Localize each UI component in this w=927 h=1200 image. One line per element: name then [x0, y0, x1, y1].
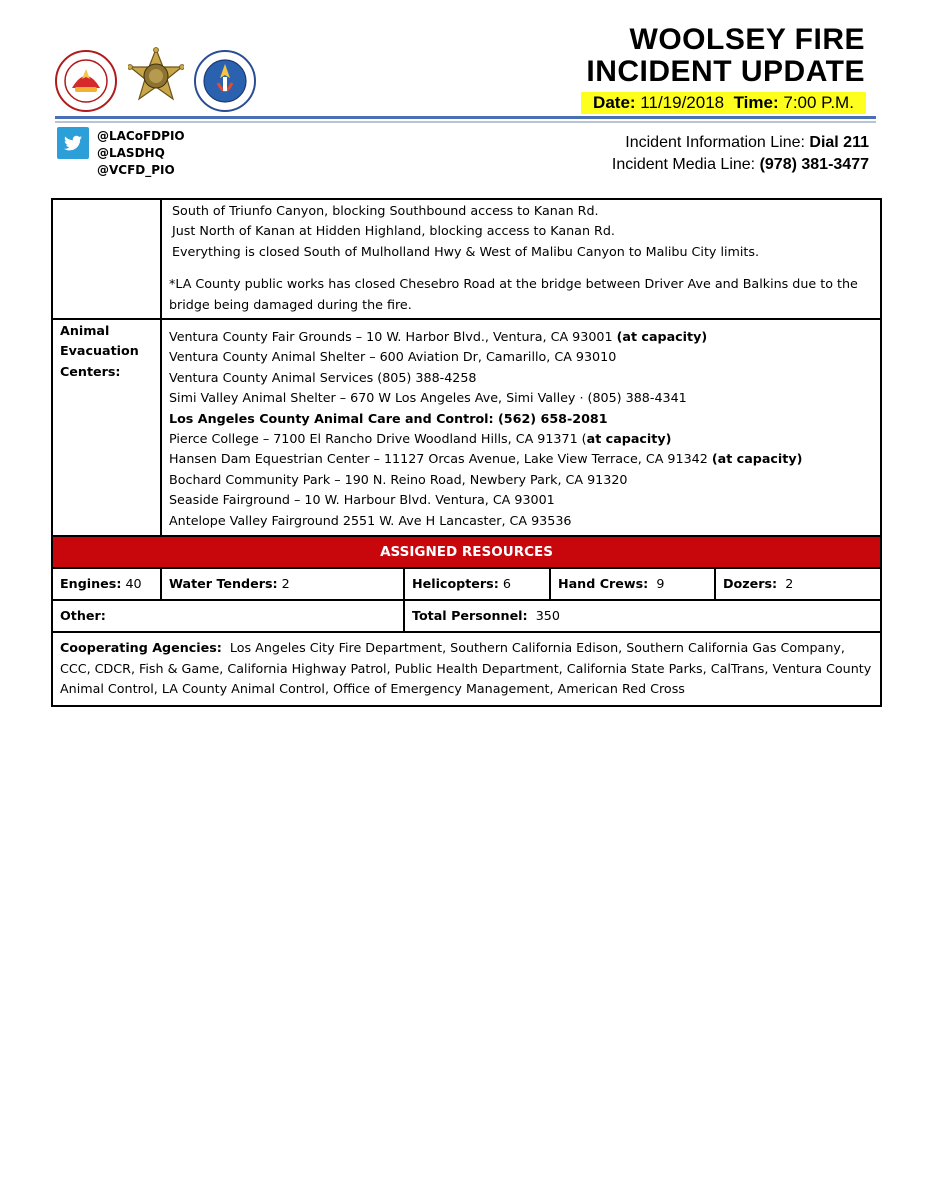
center-text: Pierce College – 7100 El Rancho Drive Woodland Hills, CA 91371 (: [169, 431, 587, 447]
list-item: [169, 429, 874, 449]
center-text: Hansen Dam Equestrian Center – 11127 Orcas Avenue, Lake View Terrace, CA 91342: [169, 451, 712, 467]
helicopters-cell: [404, 568, 550, 600]
dozers-label: Dozers:: [723, 576, 778, 592]
cooperating-row: [52, 632, 881, 706]
social-handles: [97, 128, 185, 179]
list-item: [169, 347, 874, 367]
closure-note: *LA County public works has closed Chesebro Road at the bridge between Driver Ave and Balkins due to the bridge being damaged during the fire.: [169, 276, 858, 312]
list-item: [169, 511, 874, 531]
hand-crews-label: Hand Crews:: [558, 576, 649, 592]
engines-label: Engines:: [60, 576, 122, 592]
center-note: (at capacity): [616, 329, 708, 345]
list-item: [169, 368, 874, 388]
personnel-value: 350: [535, 608, 560, 624]
resources-row: [52, 568, 881, 600]
closure-line: Just North of Kanan at Hidden Highland, blocking access to Kanan Rd.: [172, 223, 615, 239]
center-note: at capacity): [586, 431, 672, 447]
center-text: Bochard Community Park – 190 N. Reino Road, Newbery Park, CA 91320: [169, 471, 628, 487]
water-tenders-cell: [161, 568, 404, 600]
title-line-2: INCIDENT UPDATE: [586, 55, 865, 88]
list-item: [169, 388, 874, 408]
resources-banner: ASSIGNED RESOURCES: [52, 536, 881, 568]
center-text: Ventura County Fair Grounds – 10 W. Harbor Blvd., Ventura, CA 93001: [169, 329, 617, 345]
twitter-icon[interactable]: [57, 127, 89, 159]
resources-banner-row: [52, 536, 881, 568]
contact-lines: [612, 132, 869, 176]
handle-lasd[interactable]: @LASDHQ: [97, 146, 165, 160]
center-text: Ventura County Animal Services (805) 388-4258: [169, 369, 477, 385]
info-line-label: Incident Information Line:: [625, 134, 805, 151]
closure-line: Everything is closed South of Mulholland Hwy & West of Malibu Canyon to Malibu City limits.: [172, 243, 760, 259]
list-item: [169, 470, 874, 490]
info-line-value: Dial 211: [809, 134, 869, 151]
totals-row: [52, 600, 881, 632]
handle-vcfd[interactable]: @VCFD_PIO: [97, 163, 175, 177]
cooperating-value: Los Angeles City Fire Department, Southern California Edison, Southern California Gas Company, CCC, CDCR, Fish & Game, California Highway Patrol, Public Health Department, California State Parks, CalTrans, Ventura County Animal Control, LA County Animal Control, Office of Emergency Management, American Red Cross: [60, 640, 872, 696]
closures-label-cell: [52, 199, 161, 319]
header-divider: [55, 116, 876, 119]
center-text: Simi Valley Animal Shelter – 670 W Los Angeles Ave, Simi Valley · (805) 388-4341: [169, 390, 687, 406]
title-line-1: WOOLSEY FIRE: [629, 23, 865, 56]
media-line: [612, 154, 869, 176]
closures-row: [52, 199, 881, 319]
dozers-value: 2: [785, 576, 794, 592]
animal-centers-row: [52, 319, 881, 536]
list-item: [169, 327, 874, 347]
closure-line: South of Triunfo Canyon, blocking Southbound access to Kanan Rd.: [172, 203, 599, 218]
date-label: Date:: [593, 93, 636, 112]
center-text: Antelope Valley Fairground 2551 W. Ave H Lancaster, CA 93536: [169, 512, 572, 528]
cooperating-label: Cooperating Agencies:: [60, 640, 222, 656]
time-value: 7:00 P.M.: [783, 93, 854, 112]
engines-cell: [52, 568, 161, 600]
personnel-label: Total Personnel:: [412, 608, 528, 624]
header-divider-shadow: [55, 121, 876, 123]
list-item: [169, 409, 874, 429]
personnel-cell: [404, 600, 881, 632]
hand-crews-cell: [550, 568, 715, 600]
closures-cell: [161, 199, 881, 319]
other-label: Other:: [60, 608, 106, 624]
dozers-cell: [715, 568, 881, 600]
animal-centers-label: Animal Evacuation Centers:: [52, 319, 161, 536]
center-note: (at capacity): [711, 451, 803, 467]
helicopters-label: Helicopters:: [412, 576, 499, 592]
water-tenders-value: 2: [281, 576, 290, 592]
ventura-fire-seal: [194, 50, 256, 117]
document-title: [586, 24, 865, 88]
center-text: Ventura County Animal Shelter – 600 Aviation Dr, Camarillo, CA 93010: [169, 349, 617, 365]
helicopters-value: 6: [502, 576, 511, 592]
list-item: [169, 449, 874, 469]
handle-lacofd[interactable]: @LACoFDPIO: [97, 129, 185, 143]
engines-value: 40: [125, 576, 142, 592]
info-line: [612, 132, 869, 154]
time-label: Time:: [733, 93, 779, 112]
center-text: Seaside Fairground – 10 W. Harbour Blvd. Ventura, CA 93001: [169, 492, 555, 508]
media-line-label: Incident Media Line:: [611, 156, 756, 173]
water-tenders-label: Water Tenders:: [169, 576, 278, 592]
incident-table: [51, 198, 880, 707]
list-item: [169, 490, 874, 510]
media-line-value: (978) 381-3477: [759, 156, 869, 173]
cooperating-cell: [52, 632, 881, 706]
la-county-fire-seal: [55, 50, 117, 117]
hand-crews-value: 9: [656, 576, 665, 592]
animal-centers-list: [161, 319, 881, 536]
other-cell: [52, 600, 404, 632]
date-time-banner: [581, 92, 866, 114]
center-note: Los Angeles County Animal Care and Control: (562) 658-2081: [169, 410, 608, 426]
sheriff-star-seal: [128, 47, 184, 118]
date-value: 11/19/2018: [640, 93, 725, 112]
